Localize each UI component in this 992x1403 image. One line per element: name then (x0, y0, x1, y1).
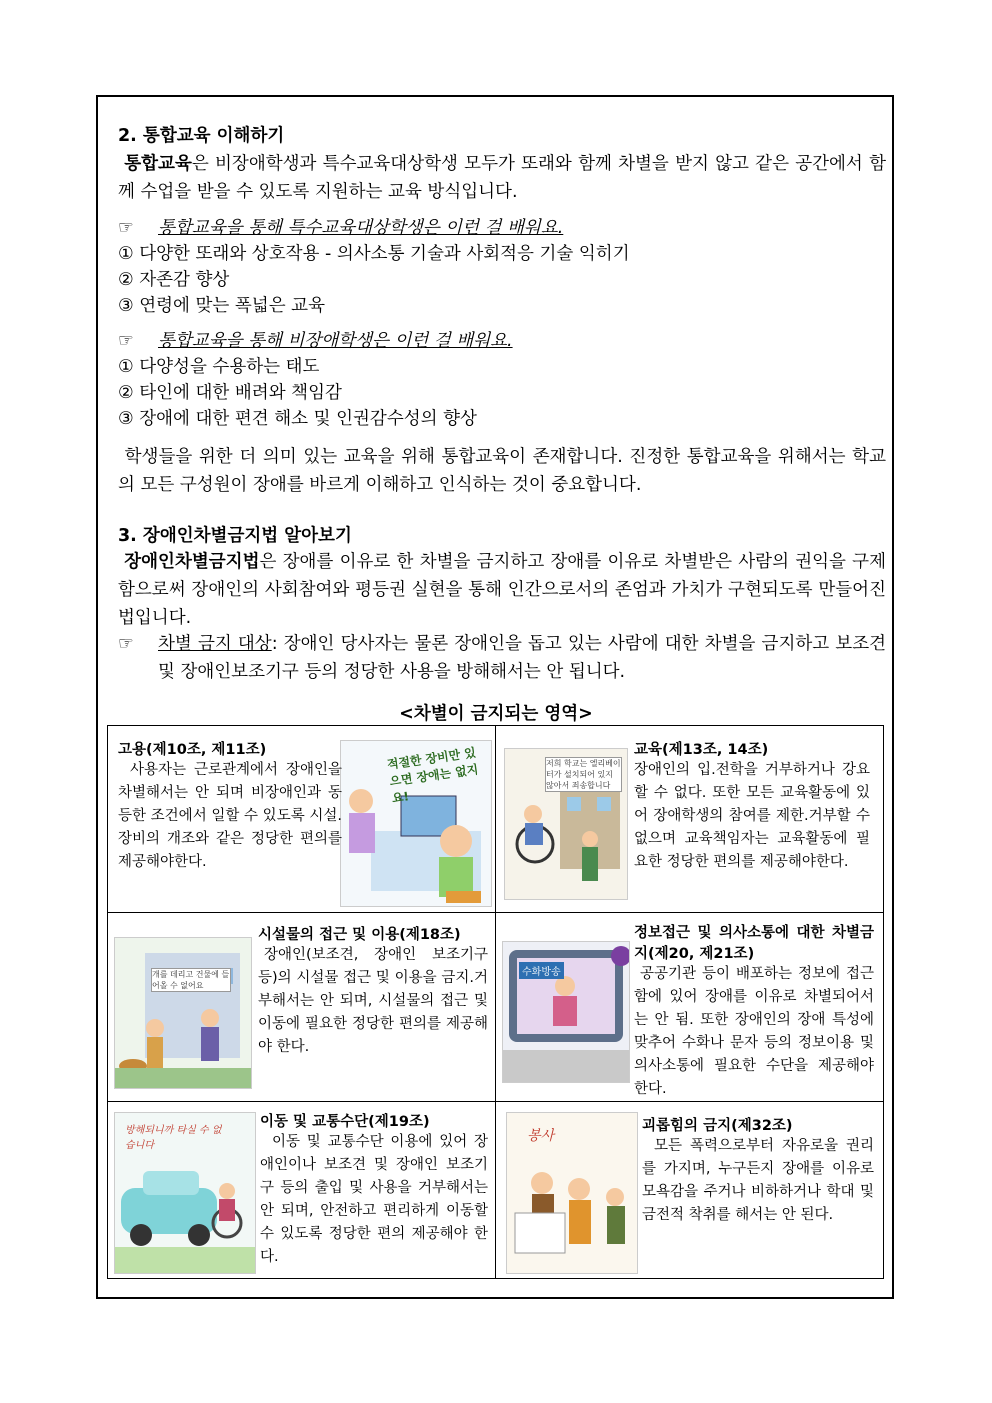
special-title: 통합교육을 통해 특수교육대상학생은 이런 걸 배워요. (158, 218, 564, 238)
section2-closing-text: 학생들을 위한 더 의미 있는 교육을 위해 통합교육이 존재합니다. 진정한 통합교육을 위해서는 학교의 모든 구성원이 장애를 바르게 이해하고 인식하는 것이 중요합니다. (118, 447, 886, 495)
education-body: 장애인의 입.전학을 거부하거나 강요할 수 없다. 또한 모든 교육활동에 있어 장애학생의 참여를 제한.거부할 수 없으며 교육책임자는 교육활동에 필요한 정당한 편의를 제공해야한다. (634, 762, 870, 870)
employment-illustration-caption: 적절한 장비만 있으면 장애는 없지요! (386, 745, 480, 806)
table-cell-information (496, 913, 884, 1102)
nondisabled-title: 통합교육을 통해 비장애학생은 이런 걸 배워요. (158, 331, 513, 351)
education-title: 교육(제13조, 14조) (634, 742, 769, 758)
harassment-title: 괴롭힘의 금지(제32조) (642, 1118, 793, 1134)
employment-illustration (340, 740, 492, 907)
transport-illustration-caption: 방해되니까 타실 수 없습니다 (125, 1125, 222, 1151)
facilities-title: 시설물의 접근 및 이용(제18조) (258, 927, 461, 943)
section3-target (118, 630, 886, 686)
information-body: 공공기관 등이 배포하는 정보에 접근함에 있어 장애를 이유로 차별되어서는 안 됨. 또한 장애인의 장애 특성에 맞추어 수화나 문자 등의 정보이용 및 의사소통에 필요한 수단을 제공해야 한다. (634, 966, 874, 1097)
section3-intro (118, 548, 886, 632)
nondisabled-item-2: ② 타인에 대한 배려와 책임감 (118, 383, 342, 403)
pointing-hand-icon: ☞ (118, 218, 134, 238)
employment-body: 사용자는 근로관계에서 장애인을 차별해서는 안 되며 비장애인과 동등한 조건에서 일할 수 있도록 시설.장비의 개조와 같은 정당한 편의를 제공해야한다. (118, 762, 342, 870)
special-item-2: ② 자존감 향상 (118, 270, 230, 290)
facilities-illustration-caption: 개를 데리고 건물에 들어올 수 없어요 (152, 970, 230, 990)
transport-illustration (114, 1112, 256, 1274)
table-cell-harassment (496, 1102, 884, 1279)
harassment-illustration-caption: 봉사 (527, 1128, 555, 1144)
section3-heading: 3. 장애인차별금지법 알아보기 (118, 526, 352, 546)
section2-closing (118, 443, 886, 499)
section2-heading: 2. 통합교육 이해하기 (118, 126, 285, 146)
table-cell-facilities (108, 913, 496, 1102)
information-illustration (502, 941, 630, 1083)
table-cell-employment (108, 726, 496, 913)
section2-intro-term: 통합교육 (124, 154, 192, 174)
information-title: 정보접근 및 의사소통에 대한 차별금지(제20, 제21조) (634, 925, 874, 962)
section2-intro-text: 은 비장애학생과 특수교육대상학생 모두가 또래와 함께 차별을 받지 않고 같은 공간에서 함께 수업을 받을 수 있도록 지원하는 교육 방식입니다. (118, 154, 886, 202)
table-cell-transport (108, 1102, 496, 1279)
facilities-body: 장애인(보조견, 장애인 보조기구 등)의 시설물 접근 및 이용을 금지.거부해서는 안 되며, 시설물의 접근 및 이동에 필요한 정당한 편의를 제공해야 한다. (258, 947, 488, 1055)
facilities-illustration (114, 937, 252, 1089)
transport-title: 이동 및 교통수단(제19조) (260, 1114, 430, 1130)
education-illustration (504, 748, 628, 900)
pointing-hand-icon: ☞ (118, 634, 134, 654)
discrimination-areas-table (107, 725, 884, 1279)
target-label: 차별 금지 대상 (158, 634, 272, 654)
harassment-body: 모든 폭력으로부터 자유로울 권리를 가지며, 누구든지 장애를 이유로 모욕감을 주거나 비하하거나 학대 및 금전적 착취를 해서는 안 된다. (642, 1138, 874, 1223)
special-item-3: ③ 연령에 맞는 폭넓은 교육 (118, 296, 325, 316)
harassment-illustration (506, 1112, 638, 1274)
special-item-1: ① 다양한 또래와 상호작용 - 의사소통 기술과 사회적응 기술 익히기 (118, 244, 630, 264)
section2-intro (118, 150, 886, 206)
nondisabled-item-1: ① 다양성을 수용하는 태도 (118, 357, 320, 377)
employment-title: 고용(제10조, 제11조) (118, 742, 267, 758)
information-illustration-caption: 수화방송 (519, 962, 564, 979)
section3-intro-text: 은 장애를 이유로 한 차별을 금지하고 장애를 이유로 차별받은 사람의 권익을 구제함으로써 장애인의 사회참여와 평등권 실현을 통해 인간으로서의 존엄과 가치가 구현되도록 만들어진 법입니다. (118, 552, 886, 628)
special-title-line (118, 215, 563, 241)
pointing-hand-icon: ☞ (118, 331, 134, 351)
nondisabled-title-line (118, 328, 513, 354)
nondisabled-item-3: ③ 장애에 대한 편견 해소 및 인권감수성의 향상 (118, 409, 477, 429)
section3-intro-term: 장애인차별금지법 (124, 552, 260, 572)
table-title: <차별이 금지되는 영역> (399, 704, 593, 724)
target-text: : 장애인 당사자는 물론 장애인을 돕고 있는 사람에 대한 차별을 금지하고 보조견 및 장애인보조기구 등의 정당한 사용을 방해해서는 안 됩니다. (158, 634, 887, 682)
table-cell-education (496, 726, 884, 913)
transport-body: 이동 및 교통수단 이용에 있어 장애인이나 보조견 및 장애인 보조기구 등의 출입 및 사용을 거부해서는 안 되며, 안전하고 편리하게 이동할 수 있도록 정당한 편의 제공해야 한다. (260, 1134, 488, 1265)
education-illustration-caption: 저희 학교는 엘리베이터가 설치되어 있지 않아서 죄송합니다 (546, 759, 621, 790)
